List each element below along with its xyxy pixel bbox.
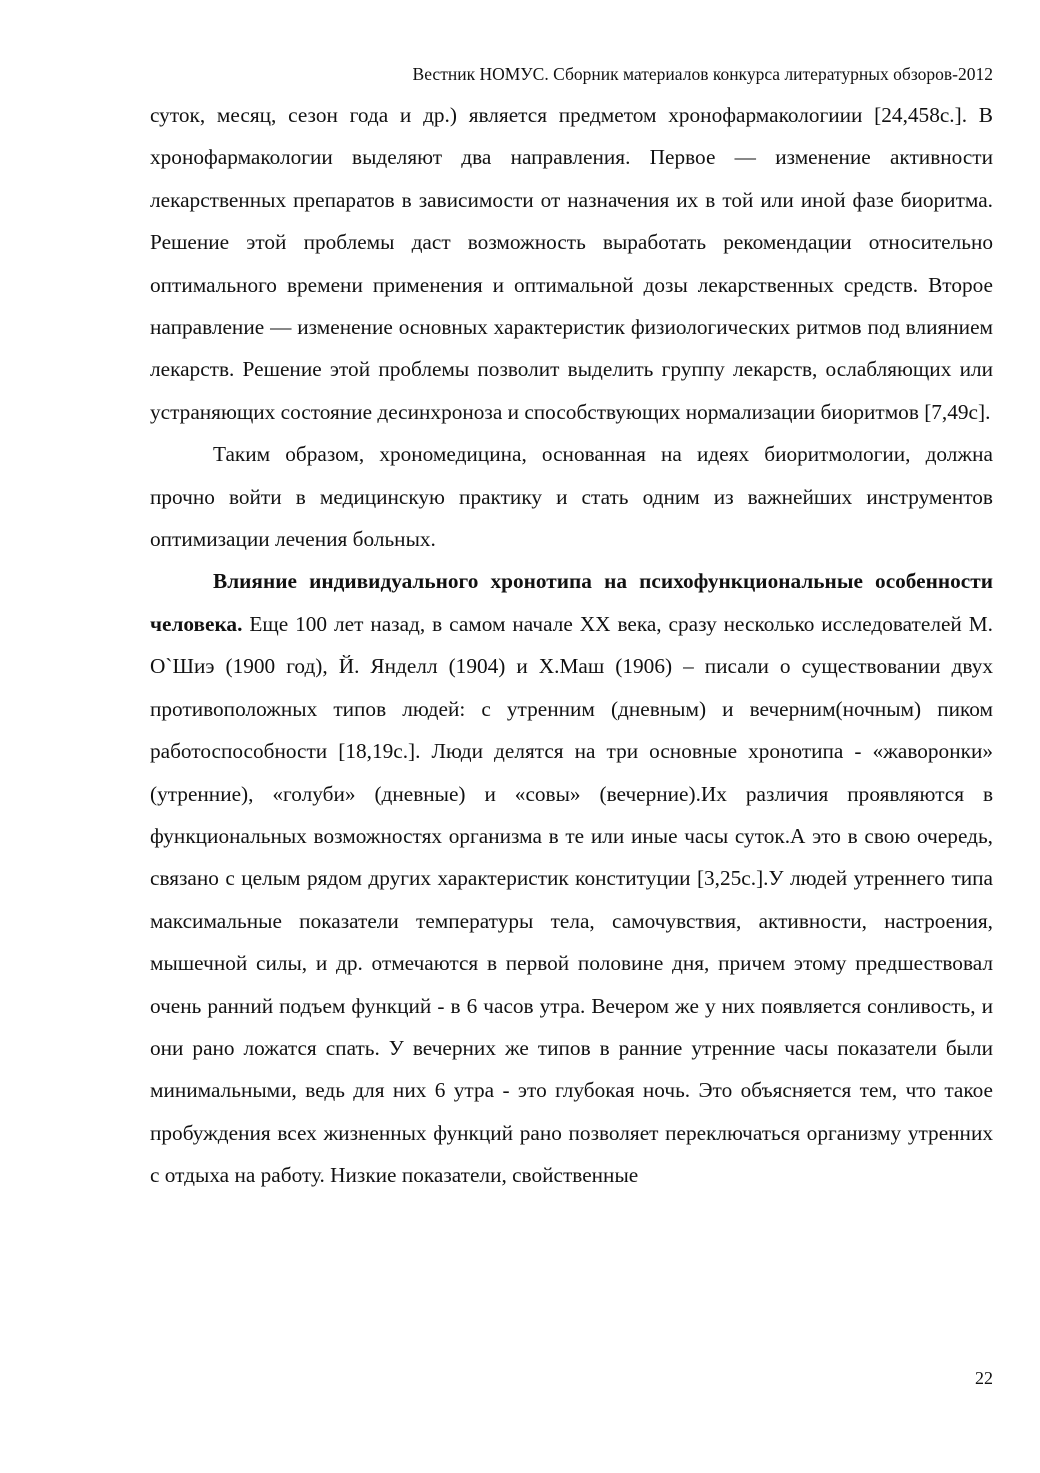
paragraph-chronotype-text: Еще 100 лет назад, в самом начале XX века, сразу несколько исследователей М. О`Шиэ (1900 год), Й. Янделл (1904) и Х.Маш (1906) – писали о существовании двух противоположных типов людей: с утренним (дневным) и вечерним(ночным) пиком работоспособности [18,19с.]. Люди делятся на три основные хронотипа - «жаворонки» (утренние), «голуби» (дневные) и «совы» (вечерние).Их различия проявляются в функциональных возможностях организма в те или иные часы суток.А это в свою очередь, связано с целым рядом других характеристик конституции [3,25с.].У людей утреннего типа максимальные показатели температуры тела, самочувствия, активности, настроения, мышечной силы, и др. отмечаются в первой половине дня, причем этому предшествовал очень ранний подъем функций - в 6 часов утра. Вечером же у них появляется сонливость, и они рано ложатся спать. У вечерних же типов в ранние утренние часы показатели были минимальными, ведь для них 6 утра - это глубокая ночь. Это объясняется тем, что такое пробуждения всех жизненных функций рано позволяет переключаться организму утренних с отдыха на работу. Низкие показатели, свойственные xyxy=(150,611,993,1188)
paragraph-chronopharmacology: суток, месяц, сезон года и др.) является предметом хронофармакологиии [24,458с.]. В хронофармакологии выделяют два направления. Первое — изменение активности лекарственных препаратов в зависимости от назначения их в той или иной фазе биоритма. Решение этой проблемы даст возможность выработать рекомендации относительно оптимального времени применения и оптимальной дозы лекарственных средств. Второе направление — изменение основных характеристик физиологических ритмов под влиянием лекарств. Решение этой проблемы позволит выделить группу лекарств, ослабляющих или устраняющих состояние десинхроноза и способствующих нормализации биоритмов [7,49с]. xyxy=(150,103,993,424)
section-heading: Влияние индивидуального хронотипа на психофункциональные особенности человека. xyxy=(150,569,993,636)
paragraph-chronomedicine: Таким образом, хрономедицина, основанная на идеях биоритмологии, должна прочно войти в медицинскую практику и стать одним из важнейших инструментов оптимизации лечения больных. xyxy=(150,442,993,552)
paragraph-chronotype xyxy=(150,560,993,1196)
running-header: Вестник НОМУС. Сборник материалов конкурса литературных обзоров-2012 xyxy=(412,64,993,84)
page-number: 22 xyxy=(975,1368,993,1388)
document-body xyxy=(150,94,993,1197)
